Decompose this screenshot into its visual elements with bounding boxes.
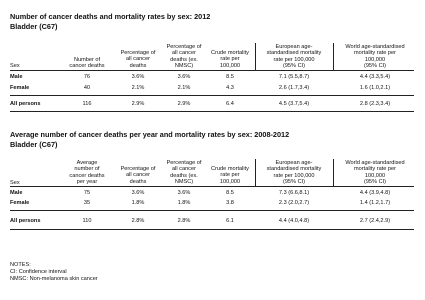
table2-row-male-pct-all: 3.6% — [131, 190, 145, 196]
table2-title: Average number of cancer deaths per year and mortality rates by sex: 2008-2012 — [10, 130, 290, 139]
table1-bottom-rule — [10, 111, 414, 112]
table2-row-all-euro: 4.4 (4.0,4.8) — [278, 218, 310, 224]
table2-header-pct-all: Percentage of all cancer deaths — [120, 166, 156, 185]
table1-row-female-euro: 2.6 (1.7,3.4) — [278, 85, 310, 91]
table2-row-all-pct-all: 2.8% — [131, 218, 145, 224]
table2-row-all-world: 2.7 (2.4,2.9) — [359, 218, 391, 224]
table1-title: Number of cancer deaths and mortality rates by sex: 2012 — [10, 12, 211, 21]
table2-row-female-pct-ex: 1.8% — [177, 200, 191, 206]
table2-row-male-crude: 8.5 — [226, 190, 234, 196]
table2-row-all-deaths: 110 — [82, 218, 92, 224]
table1-header-rule — [10, 70, 414, 71]
table1-row-all-pct-all: 2.9% — [131, 101, 145, 107]
table2-row-female-pct-all: 1.8% — [131, 200, 145, 206]
table2-header-sex: Sex — [10, 180, 20, 186]
table2-subtitle: Bladder (C67) — [10, 140, 58, 149]
table2-row-female-sex: Female — [10, 200, 30, 206]
table2-row-female-world: 1.4 (1.2,1.7) — [359, 200, 391, 206]
table1-row-all-sex: All persons — [10, 101, 41, 107]
table2-header-pct-ex: Percentage of all cancer deaths (ex. NMSC) — [166, 160, 202, 185]
table1-row-all-euro: 4.5 (3.7,5.4) — [278, 101, 310, 107]
notes-line-ci: CI: Confidence interval — [10, 269, 67, 275]
table2-row-female-crude: 3.8 — [226, 200, 234, 206]
table2-body-rule — [10, 210, 414, 211]
table1-row-female-pct-all: 2.1% — [131, 85, 145, 91]
table1-row-male-world: 4.4 (3.3,5.4) — [359, 74, 391, 80]
table2-row-female-deaths: 35 — [83, 200, 91, 206]
table1-row-all-pct-ex: 2.9% — [177, 101, 191, 107]
notes-heading: NOTES: — [10, 262, 31, 268]
table2-header-deaths: Average number of cancer deaths per year — [69, 160, 105, 185]
table2-row-all-pct-ex: 2.8% — [177, 218, 191, 224]
table2-header-euro: European age- standardised mortality rate per 100,000 (95% CI) — [266, 160, 322, 185]
table1-divider-left — [255, 43, 256, 70]
table2-header-crude: Crude mortality rate per 100,000 — [211, 166, 249, 185]
table1-header-world: World age-standardised mortality rate per 100,000 (95% CI) — [345, 44, 405, 69]
table2-divider-left — [255, 159, 256, 186]
table1-body-rule — [10, 95, 414, 96]
table1-header-deaths: Number of cancer deaths — [69, 57, 105, 70]
table1-row-female-crude: 4.3 — [226, 85, 234, 91]
table1-row-male-crude: 8.5 — [226, 74, 234, 80]
table2-row-all-sex: All persons — [10, 218, 41, 224]
table2-row-male-euro: 7.3 (6.6,8.1) — [278, 190, 310, 196]
table1-subtitle: Bladder (C67) — [10, 22, 58, 31]
table1-row-female-deaths: 40 — [83, 85, 91, 91]
table2-bottom-rule — [10, 229, 414, 230]
table1-row-female-pct-ex: 2.1% — [177, 85, 191, 91]
table1-header-sex: Sex — [10, 63, 20, 69]
table1-divider-right — [333, 43, 334, 70]
table1-row-female-world: 1.6 (1.0,2.1) — [359, 85, 391, 91]
table1-row-male-euro: 7.1 (5.5,8.7) — [278, 74, 310, 80]
table1-row-all-world: 2.8 (2.3,3.4) — [359, 101, 391, 107]
table2-row-all-crude: 6.1 — [226, 218, 234, 224]
table1-header-pct-all: Percentage of all cancer deaths — [120, 50, 156, 69]
table1-row-female-sex: Female — [10, 85, 30, 91]
table2-row-male-deaths: 75 — [83, 190, 91, 196]
table1-row-male-pct-ex: 3.6% — [177, 74, 191, 80]
table1-row-male-pct-all: 3.6% — [131, 74, 145, 80]
table2-row-male-sex: Male — [10, 190, 23, 196]
table2-row-male-pct-ex: 3.6% — [177, 190, 191, 196]
table1-header-crude: Crude mortality rate per 100,000 — [211, 50, 249, 69]
table2-header-world: World age-standardised mortality rate per 100,000 (95% CI) — [345, 160, 405, 185]
table2-row-female-euro: 2.3 (2.0,2.7) — [278, 200, 310, 206]
notes-line-nmsc: NMSC: Non-melanoma skin cancer — [10, 276, 98, 282]
table1-header-pct-ex: Percentage of all cancer deaths (ex. NMSC) — [166, 44, 202, 69]
table2-row-male-world: 4.4 (3.9,4.8) — [359, 190, 391, 196]
table1-row-male-deaths: 76 — [83, 74, 91, 80]
table1-header-euro: European age- standardised mortality rate per 100,000 (95% CI) — [266, 44, 322, 69]
table2-divider-right — [333, 159, 334, 186]
table2-header-rule — [10, 186, 414, 187]
table1-row-all-deaths: 116 — [82, 101, 92, 107]
notes-section — [10, 262, 98, 283]
table1-row-all-crude: 6.4 — [226, 101, 234, 107]
table1-row-male-sex: Male — [10, 74, 23, 80]
